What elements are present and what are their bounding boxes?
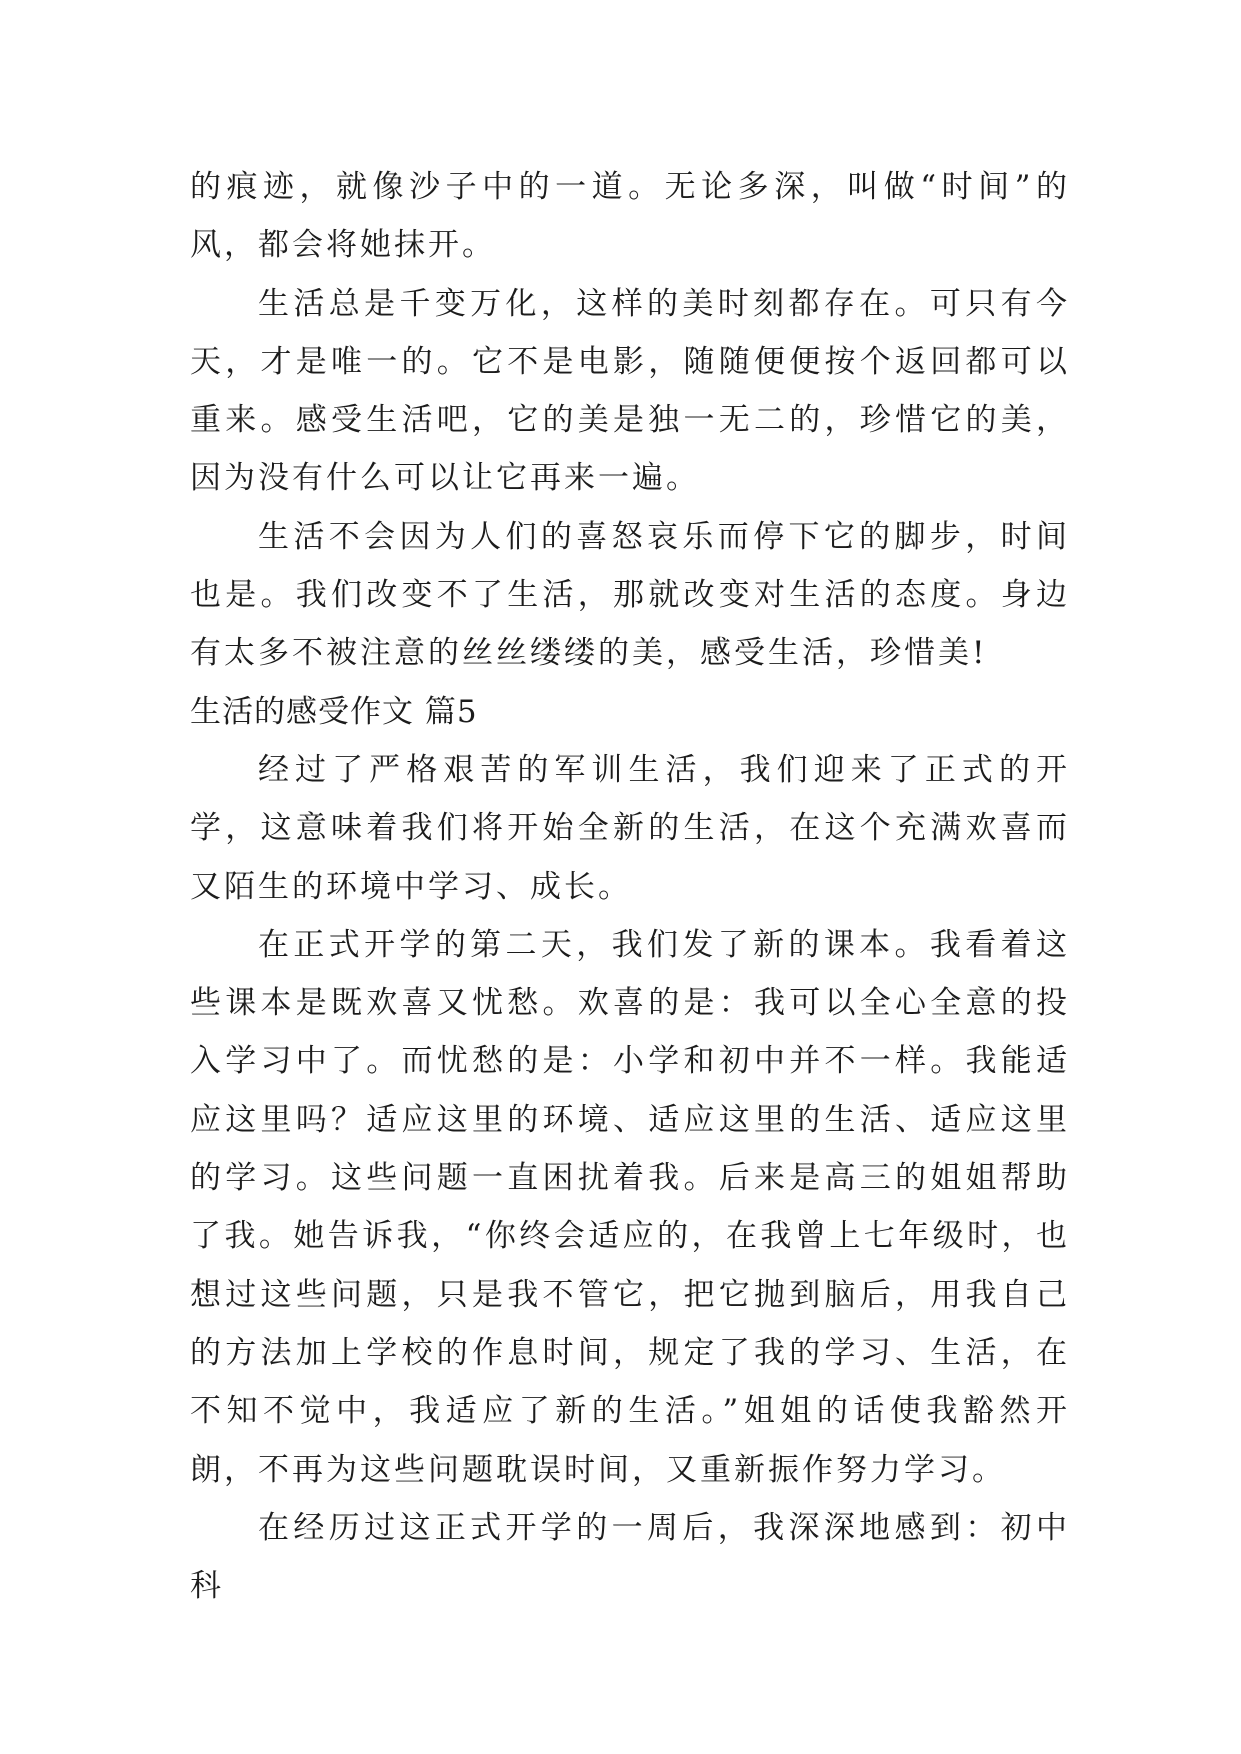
paragraph-2: 生活总是千变万化，这样的美时刻都存在。可只有今天，才是唯一的。它不是电影，随随便便按个返回都可以重来。感受生活吧，它的美是独一无二的，珍惜它的美，因为没有什么可以让它再来一遍。	[190, 285, 1070, 497]
paragraph-5: 在正式开学的第二天，我们发了新的课本。我看着这些课本是既欢喜又忧愁。欢喜的是：我可以全心全意的投入学习中了。而忧愁的是：小学和初中并不一样。我能适应这里吗？适应这里的环境、适应这里的生活、适应这里的学习。这些问题一直困扰着我。后来是高三的姐姐帮助了我。她告诉我，“你终会适应的，在我曾上七年级时，也想过这些问题，只是我不管它，把它抛到脑后，用我自己的方法加上学校的作息时间，规定了我的学习、生活，在不知不觉中，我适应了新的生活。”姐姐的话使我豁然开朗，不再为这些问题耽误时间，又重新振作努力学习。	[190, 926, 1070, 1488]
paragraph-3: 生活不会因为人们的喜怒哀乐而停下它的脚步，时间也是。我们改变不了生活，那就改变对生活的态度。身边有太多不被注意的丝丝缕缕的美，感受生活，珍惜美!	[190, 518, 1070, 672]
section-heading: 生活的感受作文 篇5	[190, 693, 478, 730]
document-body	[190, 158, 1070, 1615]
paragraph-4: 经过了严格艰苦的军训生活，我们迎来了正式的开学，这意味着我们将开始全新的生活，在这个充满欢喜而又陌生的环境中学习、成长。	[190, 751, 1070, 905]
paragraph-6: 在经历过这正式开学的一周后，我深深地感到：初中科	[190, 1509, 1070, 1605]
paragraph-1: 的痕迹，就像沙子中的一道。无论多深，叫做“时间”的风，都会将她抹开。	[190, 169, 1070, 264]
